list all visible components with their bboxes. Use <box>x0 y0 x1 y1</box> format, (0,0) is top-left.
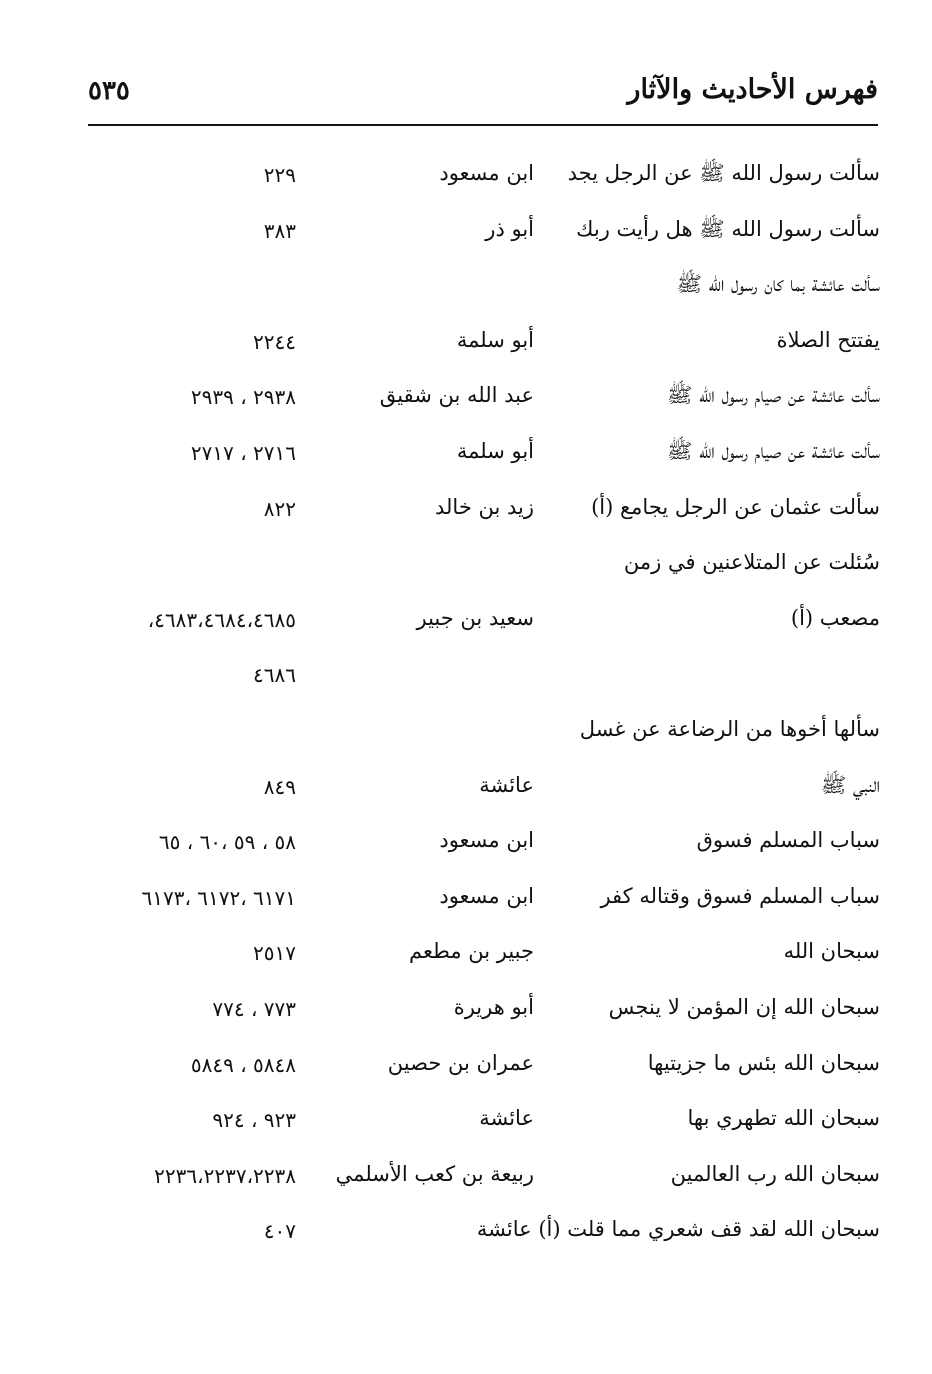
index-entry <box>88 648 880 704</box>
entry-refs: ٢٢٤٤ <box>253 329 296 354</box>
entry-refs: ٢٥١٧ <box>253 941 296 966</box>
entry-refs: ٨٤٩ <box>263 774 296 799</box>
entry-narrator: ربيعة بن كعب الأسلمي <box>335 1161 534 1186</box>
entry-narrator: سعيد بن جبير <box>416 605 534 630</box>
index-entry <box>88 704 880 760</box>
entry-narrator: عبد الله بن شقيق <box>379 383 534 408</box>
entry-narrator: ابن مسعود <box>439 883 534 908</box>
index-entry <box>88 537 880 593</box>
entry-text: سألت عائشة عن صيام رسول الله ﷺ <box>667 438 880 463</box>
entry-text: سألت رسول الله ﷺ عن الرجل يجد <box>567 161 880 185</box>
entry-narrator: جبير بن مطعم <box>408 939 534 964</box>
entry-text: سبحان الله تطهري بها <box>687 1106 880 1131</box>
entry-narrator: ابن مسعود <box>439 161 534 185</box>
index-entry <box>88 204 880 260</box>
index-entry <box>88 148 880 204</box>
entry-narrator: زيد بن خالد <box>435 494 534 519</box>
entry-text: يفتتح الصلاة <box>776 327 880 352</box>
entry-narrator: ابن مسعود <box>439 828 534 853</box>
index-entry <box>88 370 880 426</box>
page-title: فهرس الأحاديث والآثار <box>627 74 878 105</box>
entry-text: سألت عائشة عن صيام رسول الله ﷺ <box>667 383 880 408</box>
entry-refs: ٢٢٣٦،٢٢٣٧،٢٢٣٨ <box>154 1163 296 1188</box>
index-entry <box>88 1149 880 1205</box>
entry-refs: ٨٢٢ <box>263 496 296 521</box>
entry-refs: ٣٨٣ <box>263 218 296 243</box>
entry-narrator: أبو ذر <box>485 216 534 241</box>
entry-text: سباب المسلم فسوق <box>696 828 880 853</box>
entry-refs: ٢٩٣٨ ، ٢٩٣٩ <box>190 385 296 410</box>
entry-narrator: أبو هريرة <box>453 994 534 1019</box>
index-entry <box>88 1204 880 1260</box>
index-entry <box>88 426 880 482</box>
index-entry <box>88 760 880 816</box>
entry-text: سباب المسلم فسوق وقتاله كفر <box>600 883 880 908</box>
entry-refs: ٥٨٤٨ ، ٥٨٤٩ <box>190 1052 296 1077</box>
entry-refs: ٢٢٩ <box>263 163 296 187</box>
entry-narrator: عائشة <box>479 1106 534 1131</box>
index-entry <box>88 259 880 315</box>
hadith-index-list <box>88 148 880 1260</box>
entry-text: النبي ﷺ <box>820 772 880 797</box>
entry-refs: ٧٧٣ ، ٧٧٤ <box>212 996 296 1021</box>
entry-refs: ٢٧١٦ ، ٢٧١٧ <box>190 440 296 465</box>
entry-refs: ٤٠٧ <box>263 1219 296 1244</box>
entry-text: سُئلت عن المتلاعنين في زمن <box>623 550 880 575</box>
entry-narrator: أبو سلمة <box>456 327 534 352</box>
entry-narrator: عمران بن حصين <box>387 1050 534 1075</box>
entry-narrator: أبو سلمة <box>456 438 534 463</box>
entry-refs: ٤٦٨٦ <box>253 663 296 688</box>
entry-refs: ٤٦٨٣،٤٦٨٤،٤٦٨٥، <box>147 607 296 632</box>
index-entry <box>88 593 880 649</box>
entry-refs: ٦١٧١ ،٦١٧٢ ،٦١٧٣ <box>141 885 296 910</box>
entry-text: سبحان الله لقد قف شعري مما قلت (أ) عائشة <box>476 1217 880 1242</box>
entry-text: سبحان الله إن المؤمن لا ينجس <box>608 994 880 1019</box>
page-header <box>88 70 878 126</box>
index-entry <box>88 482 880 538</box>
entry-refs: ٥٨ ، ٥٩ ،٦٠ ، ٦٥ <box>158 830 296 855</box>
entry-refs: ٩٢٣ ، ٩٢٤ <box>212 1108 296 1133</box>
index-entry <box>88 815 880 871</box>
index-entry <box>88 926 880 982</box>
entry-text: سبحان الله بئس ما جزيتيها <box>647 1050 880 1075</box>
entry-text: سألها أخوها من الرضاعة عن غسل <box>579 716 880 741</box>
page-number: ٥٣٥ <box>88 76 130 106</box>
entry-text: سألت عائشة بما كان رسول الله ﷺ <box>676 272 880 297</box>
entry-text: سبحان الله <box>783 939 880 964</box>
entry-text: سبحان الله رب العالمين <box>670 1161 880 1186</box>
entry-text: سألت رسول الله ﷺ هل رأيت ربك <box>576 216 880 241</box>
entry-text: مصعب (أ) <box>790 605 880 630</box>
entry-narrator: عائشة <box>479 772 534 797</box>
entry-text: سألت عثمان عن الرجل يجامع (أ) <box>591 494 880 519</box>
index-entry <box>88 871 880 927</box>
index-entry <box>88 1093 880 1149</box>
index-entry <box>88 1038 880 1094</box>
index-entry <box>88 315 880 371</box>
index-entry <box>88 982 880 1038</box>
